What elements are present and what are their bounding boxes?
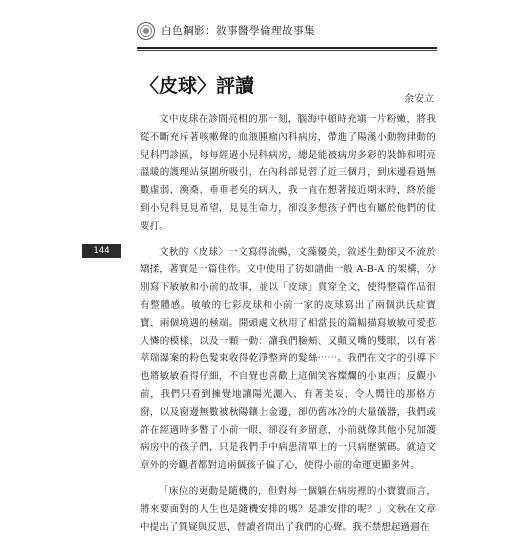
article-body <box>140 111 436 536</box>
seal-icon <box>137 22 155 40</box>
book-title: 白色鋼影：敘事醫學倫理故事集 <box>161 25 315 37</box>
header-rule-thin <box>137 50 437 51</box>
header-rule <box>137 47 437 49</box>
paragraph: 「床位的更動是隨機的，但對每一個躺在病房裡的小寶寶而言，將來要面對的人生也是隨機安排的嗎？是誰安排的呢？」文秋在文章中提出了質疑與反思，替讀者問出了我們的心聲。我不禁想起過週在 <box>140 485 436 533</box>
page-number: 144 <box>82 244 121 258</box>
article-author: 余安立 <box>404 94 434 105</box>
paragraph: 文中皮球在診間亮相的那一刻，腦海中頓時充塡一片粉嫩，將我從不斷充斥著咳嗽聲的血液腫瘤內科病房，帶進了陽溪小動物律動的兒科門診區，每每經過小兒科病房，總是能被病房多彩的裝飾和明亮溫暖的護理站氛圍所吸引，在內科部見習了近三個月，到床邊看過無數虛弱、渙桑、垂垂老矣的病人，我一直在想著接近期末時，終於能到小兒科見見希望，見見生命力，卻沒多想孩子們也有屬於他們的仗要打。 <box>140 114 436 232</box>
article-title: 〈皮球〉評讀 <box>140 75 255 97</box>
running-header <box>0 14 520 54</box>
paragraph: 文秋的〈皮球〉一文寫得流暢，文藻優美，敘述生動卻又不流於矯揉，著實是一篇佳作。文中使用了彷如譜曲一般 A-B-A 的架構，分別寫下敏敏和小前的故事，並以「皮球」貫穿全文，使得整篇作品很有整體感。敏敏的七彩皮球和小前一家的皮球寫出了兩個洪氏症寶寶、兩個境遇的極端。開頭處文秋用了相當長的篇幅描寫敏敏可愛惹人憐的模樣，以及一顆一動：讓我們臉頰、又顫又嘴的雙眼，以有著萃瑞瀑案的粉色髮束收得乾淨整齊的髮絲⋯⋯。我們在文字的引導下也將敏敏看得仔細，不自覺也喜歡上這個笑容燦爛的小東西；反觀小前，我們只看到擁覺地讓陽光灑入、有著美妄、令人嚮往的那格方窗，以及窗邊無數被秋陽鑲上金邊，卻仍舊冰冷的大量儀器，我們或許在經過時多瞥了小前一眼，卻沒有多留意，小前就像其他小兒加護病房中的孩子們，只是我們手中病患清單上的一只病歷號碼。就這文章外的旁觀者都對這兩個孩子偏了心，使得小前的命運更顯多舛。 <box>140 246 436 472</box>
